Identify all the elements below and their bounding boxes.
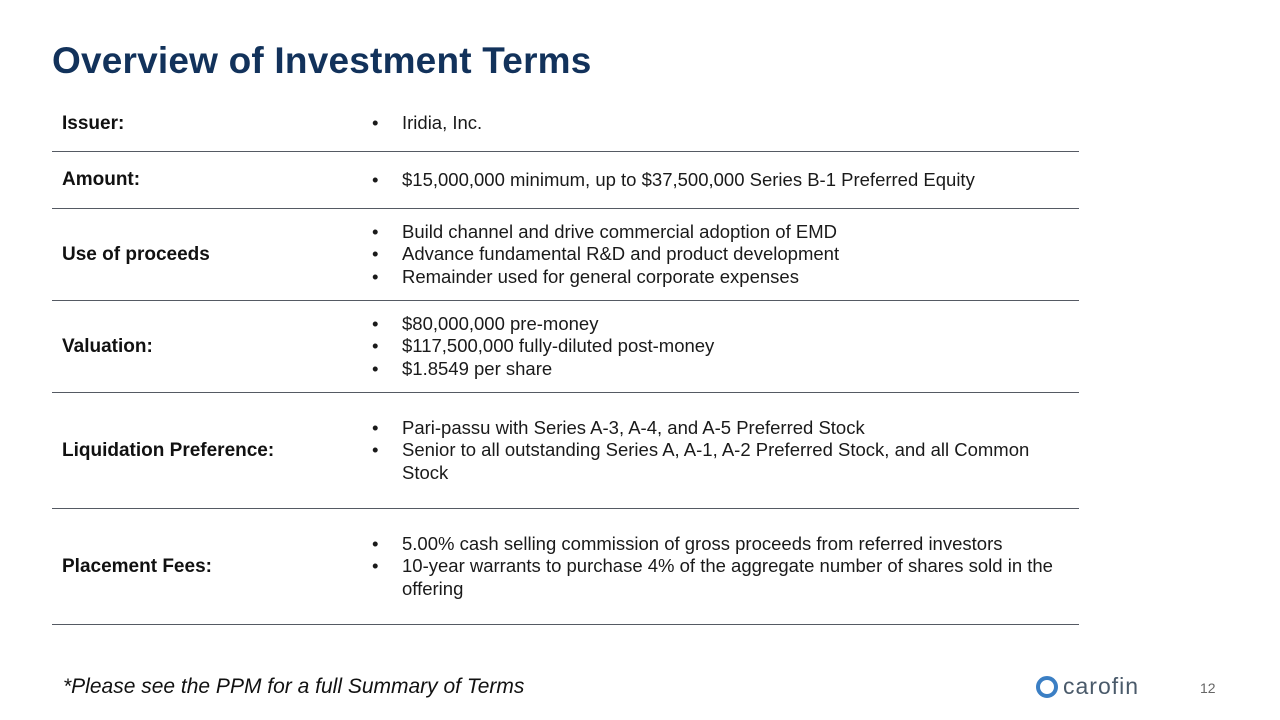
term-bullet: • Remainder used for general corporate expenses [352, 266, 1079, 289]
footnote: *Please see the PPM for a full Summary of Terms [63, 675, 525, 698]
term-bullet: • $80,000,000 pre-money [352, 313, 1079, 336]
term-label: Use of proceeds [62, 243, 210, 265]
term-bullet: • $1.8549 per share [352, 358, 1079, 381]
term-label: Amount: [62, 169, 141, 190]
term-bullet: • Iridia, Inc. [352, 112, 1079, 135]
logo-text: carofin [1063, 673, 1140, 699]
term-bullet: • 10-year warrants to purchase 4% of the aggregate number of shares sold in the offering [352, 555, 1079, 600]
term-bullet: • $15,000,000 minimum, up to $37,500,000 Series B-1 Preferred Equity [352, 169, 1079, 192]
term-row-amount [52, 152, 1079, 209]
term-label: Valuation: [62, 335, 153, 357]
term-values [352, 112, 1079, 135]
term-bullet: • $117,500,000 fully-diluted post-money [352, 335, 1079, 358]
term-values [352, 533, 1079, 601]
term-row-valuation [52, 301, 1079, 393]
page-number: 12 [1200, 680, 1216, 696]
term-bullet: • Advance fundamental R&D and product development [352, 243, 1079, 266]
term-row-use-of-proceeds [52, 209, 1079, 301]
term-row-liquidation-preference [52, 393, 1079, 509]
ring-logo-icon [1036, 676, 1058, 698]
term-label: Issuer: [62, 112, 125, 134]
term-bullet: • Senior to all outstanding Series A, A-1, A-2 Preferred Stock, and all Common Stock [352, 439, 1079, 484]
term-values [352, 313, 1079, 381]
term-values [352, 221, 1079, 289]
carofin-logo [1036, 673, 1139, 700]
term-bullet: • 5.00% cash selling commission of gross proceeds from referred investors [352, 533, 1079, 556]
term-bullet: • Build channel and drive commercial adoption of EMD [352, 221, 1079, 244]
term-row-placement-fees [52, 509, 1079, 625]
term-label: Placement Fees: [62, 555, 212, 577]
term-values [352, 169, 1079, 192]
term-row-issuer [52, 96, 1079, 152]
terms-table [52, 96, 1079, 625]
term-bullet: • Pari-passu with Series A-3, A-4, and A-5 Preferred Stock [352, 417, 1079, 440]
term-label: Liquidation Preference: [62, 439, 275, 461]
term-values [352, 417, 1079, 485]
page-title: Overview of Investment Terms [52, 40, 592, 81]
